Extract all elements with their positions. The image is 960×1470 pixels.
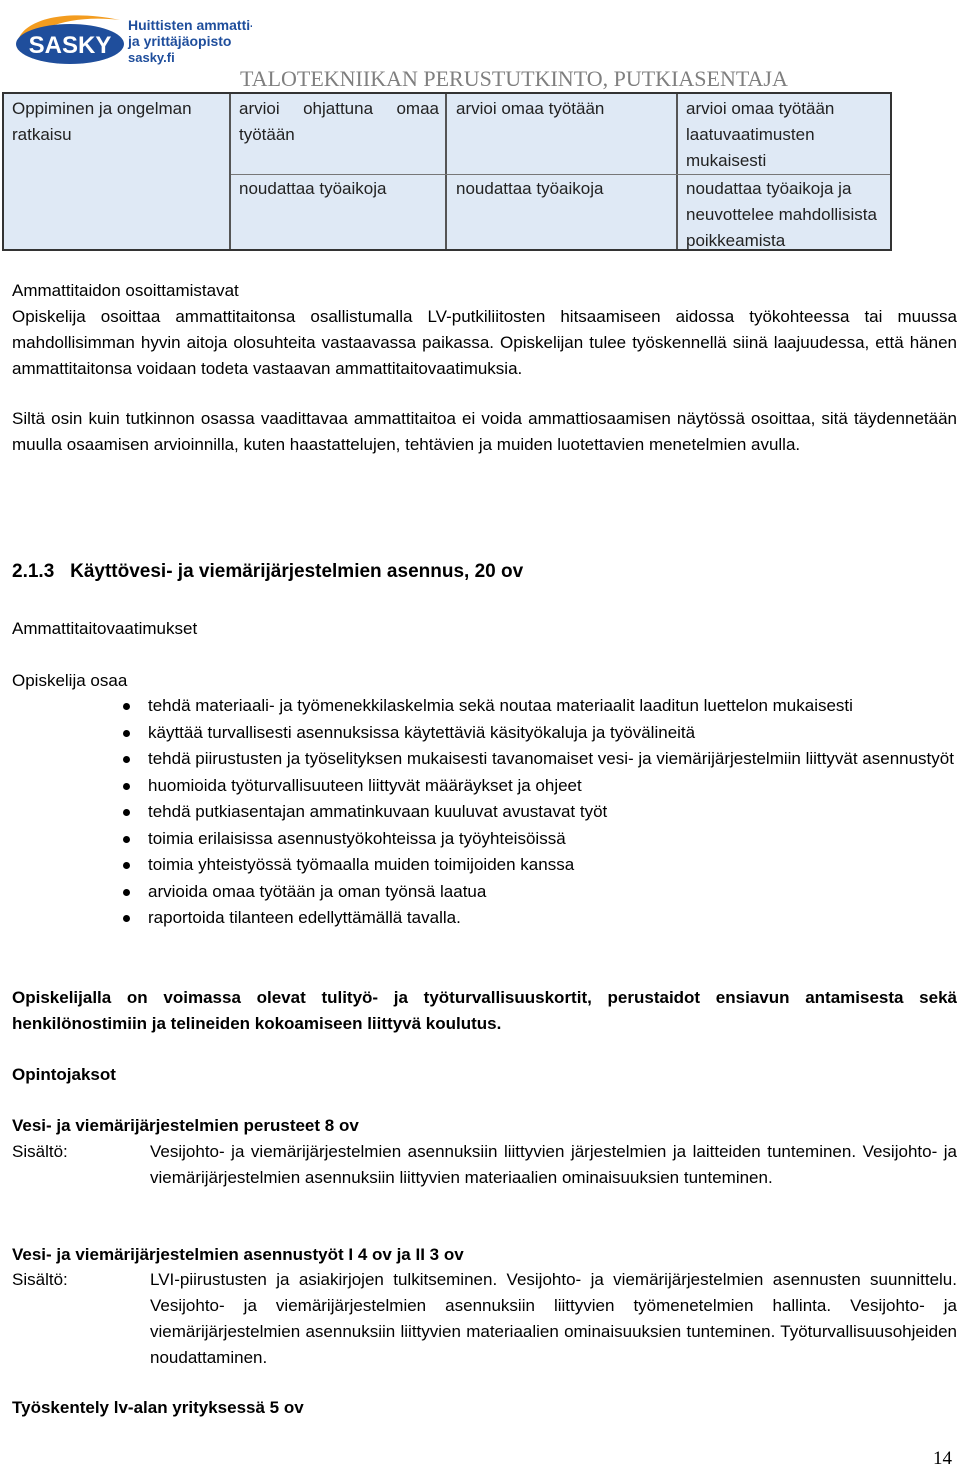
requirements-list	[12, 693, 957, 932]
logo-website: sasky.fi	[128, 50, 175, 65]
course-3-title: Työskentely lv-alan yrityksessä 5 ov	[12, 1398, 304, 1417]
list-item: toimia erilaisissa asennustyökohteissa ja työyhteisöissä	[12, 826, 957, 853]
courses-heading: Opintojaksot	[12, 1065, 116, 1084]
course-1-content-label: Sisältö:	[12, 1142, 68, 1161]
course-2-title: Vesi- ja viemärijärjestelmien asennustyöt I 4 ov ja II 3 ov	[12, 1245, 464, 1264]
logo-tagline-1: Huittisten ammatti-	[128, 17, 252, 33]
course-1-content-row	[12, 1139, 957, 1191]
section-heading	[12, 559, 957, 585]
table-row-label: Oppiminen ja ongelman ratkaisu	[12, 99, 192, 144]
demonstration-heading: Ammattitaidon osoittamistavat	[12, 281, 239, 300]
course-2-content-label: Sisältö:	[12, 1270, 68, 1289]
section-title: Käyttövesi- ja viemärijärjestelmien asennus, 20 ov	[70, 561, 524, 582]
student-can-label: Opiskelija osaa	[12, 671, 128, 690]
requirements-heading: Ammattitaitovaatimukset	[12, 619, 198, 638]
grading-table	[2, 92, 892, 251]
list-item: tehdä piirustusten ja työselityksen mukaisesti tavanomaiset vesi- ja viemärijärjestelmiin liittyvät asennustyöt	[12, 746, 957, 773]
sasky-logo-mark	[12, 6, 252, 70]
list-item: arvioida omaa työtään ja oman työnsä laatua	[12, 879, 957, 906]
document-title: TALOTEKNIIKAN PERUSTUTKINTO, PUTKIASENTAJA	[240, 66, 788, 91]
list-item: tehdä putkiasentajan ammatinkuvaan kuuluvat avustavat työt	[12, 799, 957, 826]
section-number: 2.1.3	[12, 561, 55, 582]
table-cell-r1c1: arvioi ohjattuna omaa työtään	[239, 99, 439, 144]
table-cell-r1c2: arvioi omaa työtään	[456, 99, 605, 118]
table-cell-r2c1: noudattaa työaikoja	[239, 179, 387, 198]
demonstration-paragraph-2: Siltä osin kuin tutkinnon osassa vaadittavaa ammattitaitoa ei voida ammattiosaamisen näytössä osoittaa, sitä täydennetään muulla osaamisen arvioinnilla, kuten haastattelujen, tehtävien ja muiden luotettavien menetelmien avulla.	[12, 409, 957, 454]
demonstration-paragraph-1: Opiskelija osoittaa ammattitaitonsa osallistumalla LV-putkiliitosten hitsaamiseen aidossa työkohteessa tai muussa mahdollisimman hyvin aitoja olosuhteita vastaavassa paikassa. Opiskelijan tulee työskennellä siinä laajuudessa, että hänen ammattitaitonsa voidaan todeta vastaavan ammattitaitovaatimuksia.	[12, 307, 957, 378]
list-item: toimia yhteistyössä työmaalla muiden toimijoiden kanssa	[12, 852, 957, 879]
course-1-content: Vesijohto- ja viemärijärjestelmien asennuksiin liittyvien järjestelmien ja laitteiden tunteminen. Vesijohto- ja viemärijärjestelmien asennuksiin liittyvien materiaalien ominaisuuksien tunteminen.	[150, 1142, 957, 1187]
course-1-title: Vesi- ja viemärijärjestelmien perusteet 8 ov	[12, 1116, 359, 1135]
list-item: raportoida tilanteen edellyttämällä tavalla.	[12, 905, 957, 932]
table-cell-r2c3: noudattaa työaikoja ja neuvottelee mahdollisista poikkeamista	[686, 179, 877, 250]
certification-note: Opiskelijalla on voimassa olevat tulityö- ja työturvallisuuskortit, perustaidot ensiavun antamisesta sekä henkilönostimiin ja telineiden kokoamiseen liittyvä koulutus.	[12, 988, 957, 1033]
list-item: tehdä materiaali- ja työmenekkilaskelmia sekä noutaa materiaalit laaditun luettelon mukaisesti	[12, 693, 957, 720]
logo-brand: SASKY	[28, 32, 112, 59]
page-number: 14	[933, 1448, 952, 1469]
logo-tagline-2: ja yrittäjäopisto	[128, 33, 232, 49]
course-2-content-row	[12, 1267, 957, 1371]
sasky-logo	[12, 6, 252, 70]
table-cell-r2c2: noudattaa työaikoja	[456, 179, 604, 198]
list-item: käyttää turvallisesti asennuksissa käytettäviä käsityökaluja ja työvälineitä	[12, 720, 957, 747]
course-2-content: LVI-piirustusten ja asiakirjojen tulkitseminen. Vesijohto- ja viemärijärjestelmien asennusten suunnittelu. Vesijohto- ja viemärijärjestelmien asennuksiin liittyvien työmenetelmien hallinta. Vesijohto- ja viemärijärjestelmien asennuksiin liittyvien materiaalien ominaisuuksien tunteminen. Työturvallisuusohjeiden noudattaminen.	[150, 1270, 957, 1367]
list-item: huomioida työturvallisuuteen liittyvät määräykset ja ohjeet	[12, 773, 957, 800]
table-cell-r1c3: arvioi omaa työtään laatuvaatimusten mukaisesti	[686, 99, 835, 170]
